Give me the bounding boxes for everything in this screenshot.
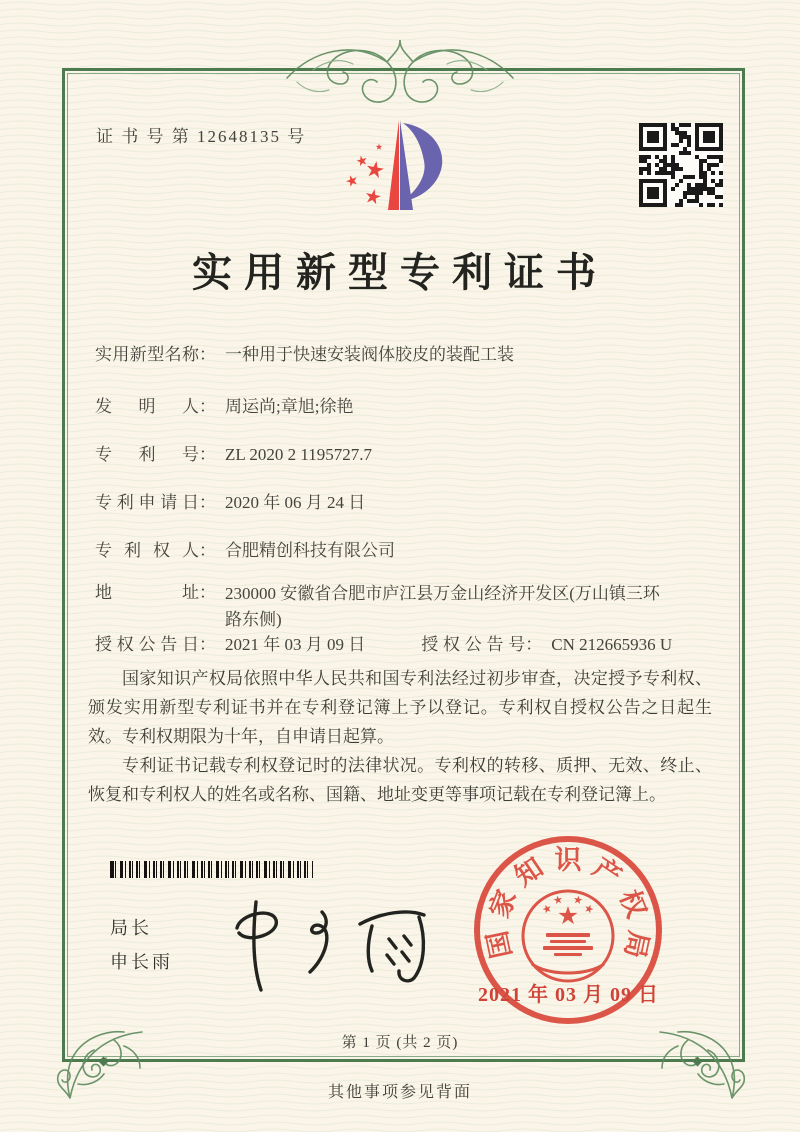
seal-char: 局 <box>619 928 654 961</box>
field-colon: ： <box>199 583 216 602</box>
field-label: 专利权人 <box>95 541 199 560</box>
field-label: 发明人 <box>95 397 199 416</box>
seal-char: 产 <box>587 852 627 892</box>
field-value: 2021 年 03 月 09 日 <box>225 635 366 654</box>
seal-char: 国 <box>482 928 517 961</box>
seal-char: 知 <box>509 852 549 892</box>
field-row-patent-number <box>95 443 372 467</box>
field-row-utility-model-name <box>95 343 514 367</box>
qr-code <box>639 123 723 207</box>
field-label: 专利申请日 <box>95 493 199 512</box>
field-colon: ： <box>199 635 216 654</box>
field-colon: ： <box>199 493 216 512</box>
field-label: 实用新型名称 <box>95 345 199 364</box>
certificate-number: 证 书 号 第 12648135 号 <box>96 127 307 146</box>
field-row-grant <box>95 633 672 657</box>
field-row-inventor <box>95 395 353 419</box>
field-row-address <box>95 581 673 633</box>
field-label: 专利号 <box>95 445 199 464</box>
field-value: 2020 年 06 月 24 日 <box>225 493 366 512</box>
field-colon: ： <box>199 541 216 560</box>
national-emblem-icon <box>523 891 613 981</box>
field-label: 地址 <box>95 583 199 602</box>
legal-text <box>88 664 712 809</box>
field-colon: ： <box>525 635 543 654</box>
seal-char: 识 <box>554 845 582 875</box>
field-value: 230000 安徽省合肥市庐江县万金山经济开发区(万山镇三环路东侧) <box>225 584 660 629</box>
field-label: 授权公告号 <box>421 635 526 654</box>
certificate-title: 实用新型专利证书 <box>192 250 608 295</box>
field-label: 授权公告日 <box>95 635 199 654</box>
seal-date: 2021 年 03 月 09 日 <box>478 984 659 1006</box>
legal-paragraph-1: 国家知识产权局依照中华人民共和国专利法经过初步审查，决定授予专利权、颁发实用新型专利证书并在专利登记簿上予以登记。专利权自授权公告之日起生效。专利权期限为十年，自申请日起算。 <box>88 669 712 746</box>
seal-char: 权 <box>613 885 652 922</box>
field-row-patentee <box>95 539 395 563</box>
field-value: 一种用于快速安装阀体胶皮的装配工装 <box>225 345 514 364</box>
commissioner-title: 局长 <box>110 918 152 938</box>
field-colon: ： <box>199 345 216 364</box>
commissioner-signature <box>222 884 437 996</box>
legal-paragraph-2: 专利证书记载专利权登记时的法律状况。专利权的转移、质押、无效、终止、恢复和专利权人的姓名或名称、国籍、地址变更等事项记载在专利登记簿上。 <box>88 756 712 804</box>
field-value: 合肥精创科技有限公司 <box>225 541 395 560</box>
seal-char: 家 <box>484 885 523 922</box>
field-value: CN 212665936 U <box>551 635 673 654</box>
field-row-filing-date <box>95 491 365 515</box>
field-value: ZL 2020 2 1195727.7 <box>225 445 373 464</box>
footer-note: 其他事项参见背面 <box>327 1084 472 1101</box>
cnipa-logo-icon <box>328 110 480 228</box>
field-value: 周运尚;章旭;徐艳 <box>225 397 354 416</box>
page-number: 第 1 页 (共 2 页) <box>341 1035 459 1051</box>
barcode <box>110 861 313 878</box>
field-colon: ： <box>199 397 216 416</box>
field-colon: ： <box>199 445 216 464</box>
commissioner-name: 申长雨 <box>110 952 173 972</box>
